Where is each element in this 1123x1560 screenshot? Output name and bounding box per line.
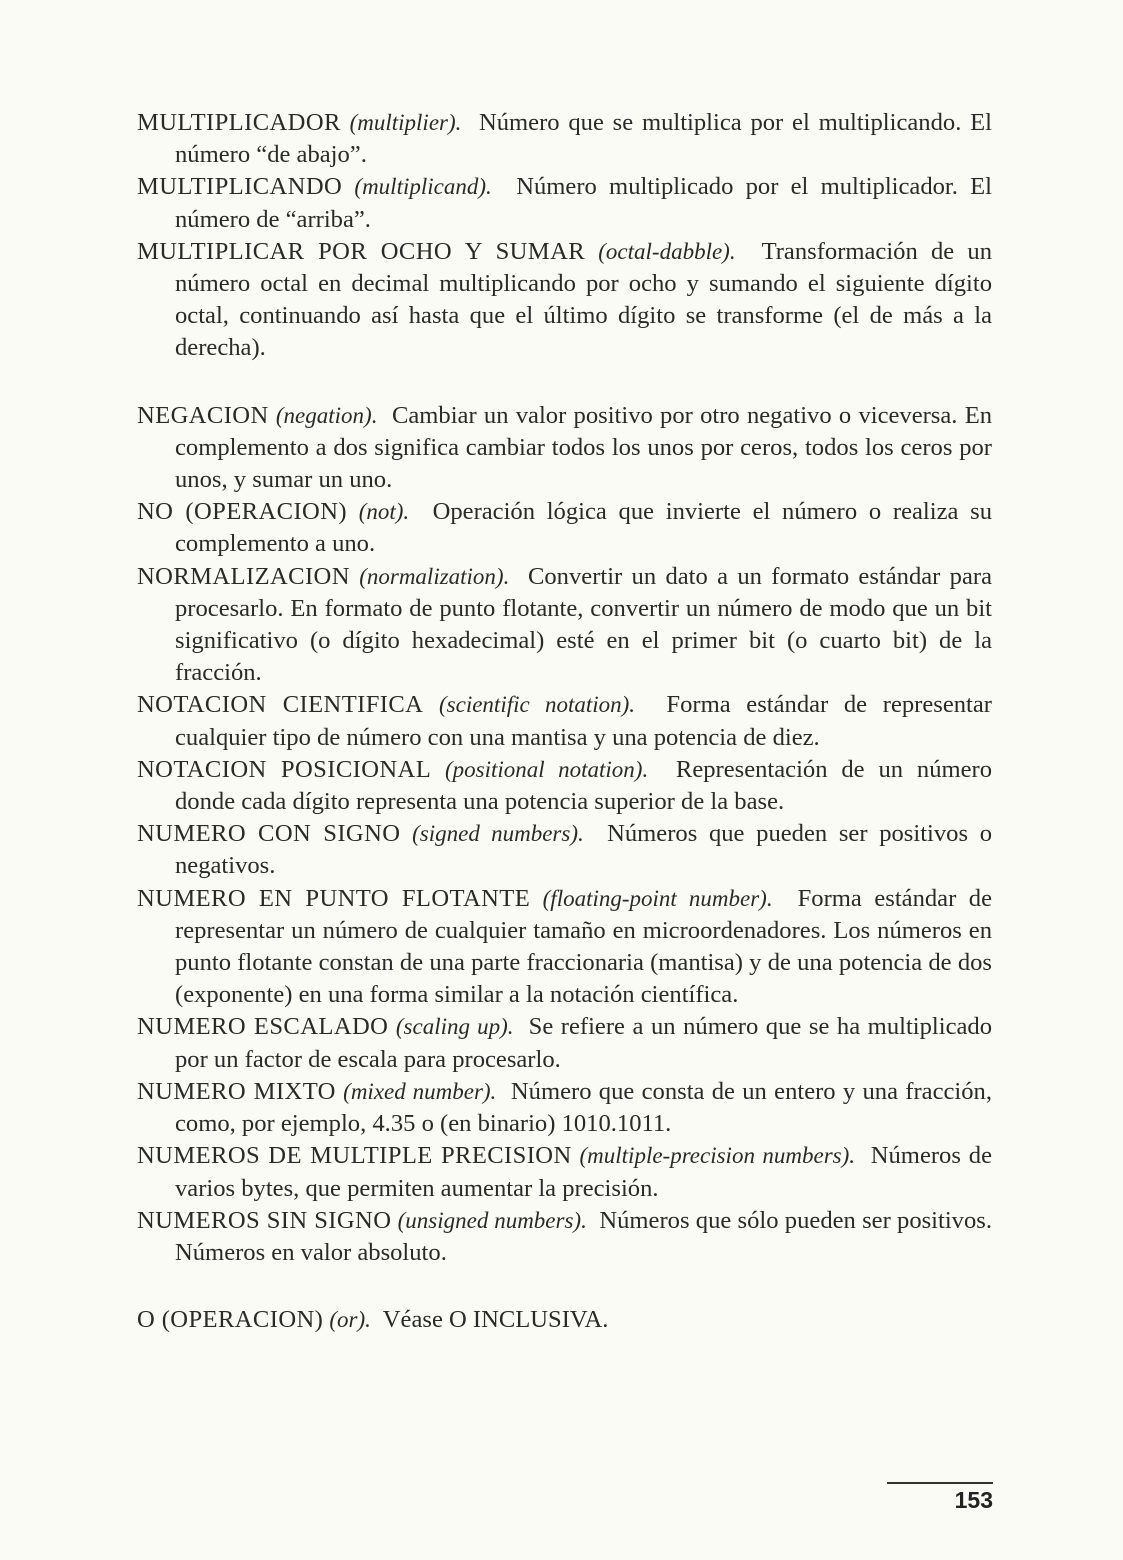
entry-term: NOTACION POSICIONAL [137,755,432,783]
entry-english-term: (floating-point number). [542,885,773,911]
entry-english-term: (or). [329,1307,371,1333]
entry-english-term: (octal-dabble). [598,238,736,264]
entry-term: MULTIPLICANDO [137,173,343,201]
entry-term: NUMEROS SIN SIGNO [137,1206,392,1234]
entry-term: NUMERO MIXTO [137,1077,336,1105]
entry-definition: Números que sólo pueden ser positivos. Números en valor absoluto. [175,1206,992,1266]
glossary-entry [137,1011,992,1075]
entry-definition: Véase O INCLUSIVA. [382,1306,609,1334]
entry-definition: Transformación de un número octal en decimal multiplicando por ocho y sumando el siguiente dígito octal, continuando así hasta que el último dígito se transforme (el de más a la derecha). [175,237,992,362]
entry-definition: Números que pueden ser positivos o negativos. [175,820,993,880]
entry-definition: Operación lógica que invierte el número o realiza su complemento a uno. [175,498,992,558]
entry-definition: Forma estándar de representar un número de cualquier tamaño en microordenadores. Los números en punto flotante constan de una parte fraccionaria (mantisa) y de una potencia de dos (exponente) en una forma similar a la notación científica. [175,884,993,1009]
entry-english-term: (multiple-precision numbers). [579,1143,856,1169]
entry-term: O (OPERACION) [137,1306,324,1334]
glossary-page-text [137,107,992,1336]
glossary-entry [137,1205,992,1269]
entry-term: MULTIPLICAR POR OCHO Y SUMAR [137,237,586,265]
entry-english-term: (positional notation). [444,756,649,782]
glossary-entry [137,1140,992,1204]
glossary-entry [137,561,992,690]
entry-term: NEGACION [137,401,269,429]
entry-english-term: (signed numbers). [412,821,584,847]
entry-definition: Número multiplicado por el multiplicador. El número de “arriba”. [175,173,993,233]
entry-term: NUMEROS DE MULTIPLE PRECISION [137,1142,572,1170]
entry-english-term: (not). [358,499,410,525]
glossary-entry [137,1304,992,1336]
entry-term: NO (OPERACION) [137,498,347,526]
entry-term: MULTIPLICADOR [137,109,341,136]
glossary-entry [137,400,992,497]
entry-definition: Número que consta de un entero y una fracción, como, por ejemplo, 4.35 o (en binario) 1010.1011. [175,1077,993,1138]
entry-english-term: (scientific notation). [439,692,636,718]
page-number: 153 [954,1487,993,1513]
entry-english-term: (multiplier). [349,110,462,135]
entry-definition: Representación de un número donde cada dígito representa una potencia superior de la base. [175,755,993,816]
entry-english-term: (multiplicand). [354,174,492,200]
entry-definition: Números de varios bytes, que permiten aumentar la precisión. [175,1142,992,1202]
glossary-entry [137,171,992,235]
entry-term: NORMALIZACION [137,562,350,590]
entry-definition: Forma estándar de representar cualquier tipo de número con una mantisa y una potencia de diez. [175,691,992,751]
entry-definition: Convertir un dato a un formato estándar para procesarlo. En formato de punto flotante, convertir un número de modo que un bit significativo (o dígito hexadecimal) esté en el primer bit (o cuarto bit) de la fracción. [175,562,993,687]
entry-english-term: (mixed number). [343,1078,497,1104]
entry-english-term: (unsigned numbers). [397,1207,587,1233]
entry-english-term: (normalization). [359,563,510,589]
glossary-entry [137,236,992,365]
entry-term: NOTACION CIENTIFICA [137,691,424,719]
entry-definition: Cambiar un valor positivo por otro negativo o viceversa. En complemento a dos significa cambiar todos los unos por ceros, todos los ceros por unos, y sumar un uno. [175,401,993,494]
entry-definition: Se refiere a un número que se ha multiplicado por un factor de escala para procesarlo. [175,1013,992,1073]
entry-english-term: (negation). [275,402,378,428]
entry-term: NUMERO CON SIGNO [137,820,401,848]
entry-definition: Número que se multiplica por el multiplicando. El número “de abajo”. [175,109,992,169]
entry-term: NUMERO ESCALADO [137,1013,389,1041]
entry-english-term: (scaling up). [395,1014,514,1040]
glossary-entry [137,883,992,1012]
glossary-entry [137,1076,992,1140]
glossary-entry [137,754,992,818]
glossary-entry [137,496,992,560]
glossary-entry [137,689,992,753]
glossary-entry [137,818,992,882]
glossary-entry [137,107,992,171]
entry-term: NUMERO EN PUNTO FLOTANTE [137,884,531,912]
